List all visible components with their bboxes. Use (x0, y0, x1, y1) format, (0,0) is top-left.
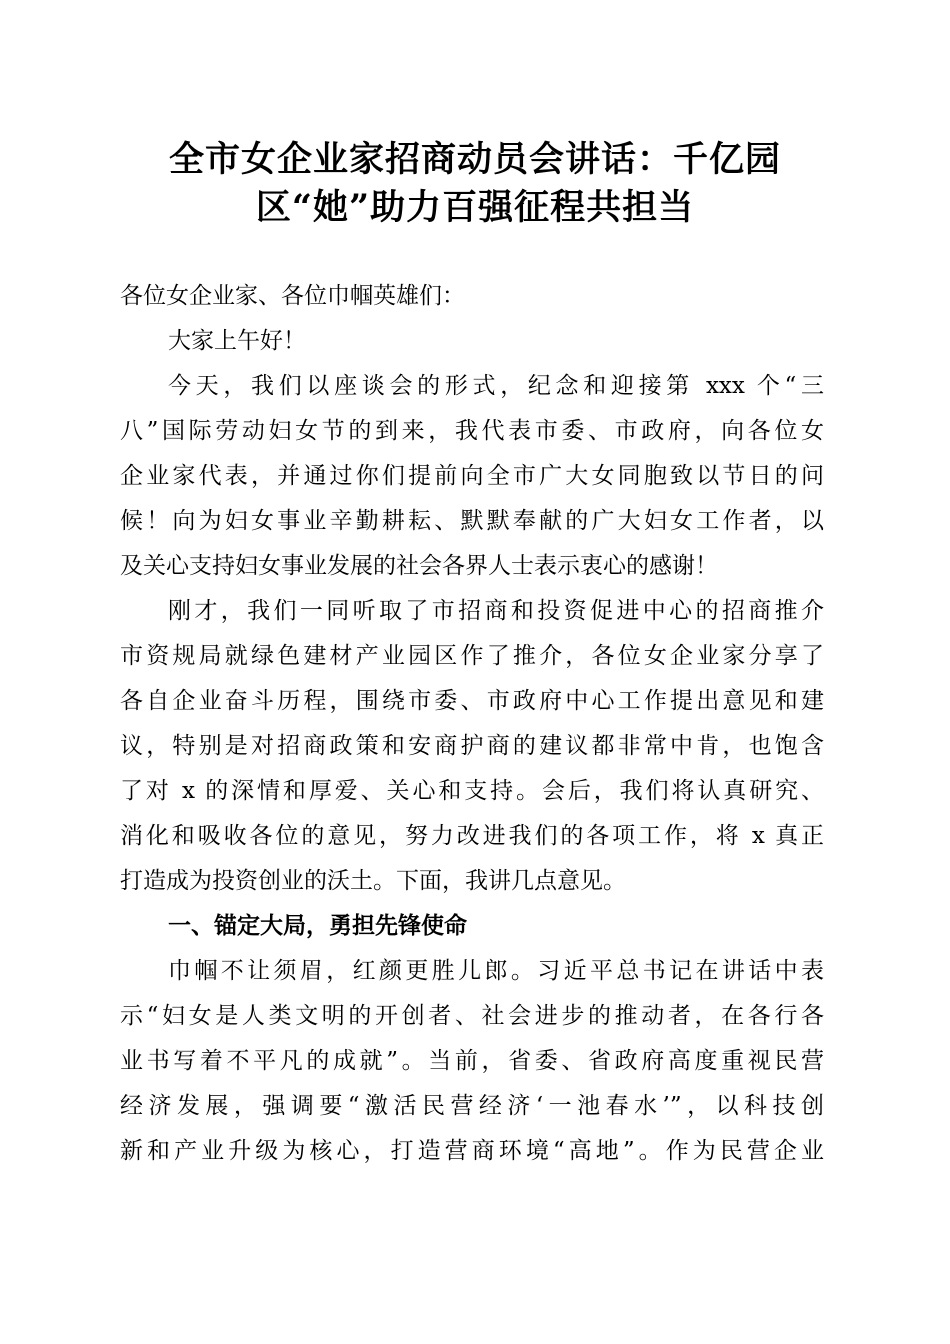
paragraph-3-line: 业书写着不平凡的成就”。当前，省委、省政府高度重视民营 (120, 1048, 824, 1074)
paragraph-2-line: 刚才，我们一同听取了市招商和投资促进中心的招商推介 (168, 598, 824, 624)
salutation: 各位女企业家、各位巾帼英雄们： (120, 283, 465, 309)
paragraph-3-line: 经济发展，强调要“激活民营经济‘一池春水’”，以科技创 (120, 1093, 824, 1119)
paragraph-3-line: 示“妇女是人类文明的开创者、社会进步的推动者，在各行各 (120, 1003, 824, 1029)
paragraph-1-line: 及关心支持妇女事业发展的社会各界人士表示衷心的感谢！ (120, 553, 718, 579)
paragraph-3-line: 巾帼不让须眉，红颜更胜儿郎。习近平总书记在讲话中表 (168, 958, 824, 984)
paragraph-2-line: 打造成为投资创业的沃土。下面，我讲几点意见。 (120, 868, 626, 894)
paragraph-1-line: 候！向为妇女事业辛勤耕耘、默默奉献的广大妇女工作者，以 (120, 508, 824, 534)
document-title-line-1: 全市女企业家招商动员会讲话：千亿园 (168, 139, 781, 180)
paragraph-2-line: 议，特别是对招商政策和安商护商的建议都非常中肯，也饱含 (120, 733, 824, 759)
paragraph-1-line: 企业家代表，并通过你们提前向全市广大女同胞致以节日的问 (120, 463, 824, 489)
document-title-line-2: 区“她”助力百强征程共担当 (255, 187, 695, 228)
greeting: 大家上午好！ (168, 328, 306, 354)
section-heading: 一、锚定大局，勇担先锋使命 (168, 913, 467, 939)
paragraph-1-line: 今天，我们以座谈会的形式，纪念和迎接第 xxx 个“三 (168, 373, 824, 399)
paragraph-3-line: 新和产业升级为核心，打造营商环境“高地”。作为民营企业 (120, 1138, 824, 1164)
paragraph-2-line: 了对 x 的深情和厚爱、关心和支持。会后，我们将认真研究、 (120, 778, 824, 804)
paragraph-1-line: 八”国际劳动妇女节的到来，我代表市委、市政府，向各位女 (120, 418, 824, 444)
paragraph-2-line: 各自企业奋斗历程，围绕市委、市政府中心工作提出意见和建 (120, 688, 824, 714)
paragraph-2-line: 市资规局就绿色建材产业园区作了推介，各位女企业家分享了 (120, 643, 824, 669)
paragraph-2-line: 消化和吸收各位的意见，努力改进我们的各项工作，将 x 真正 (120, 823, 824, 849)
